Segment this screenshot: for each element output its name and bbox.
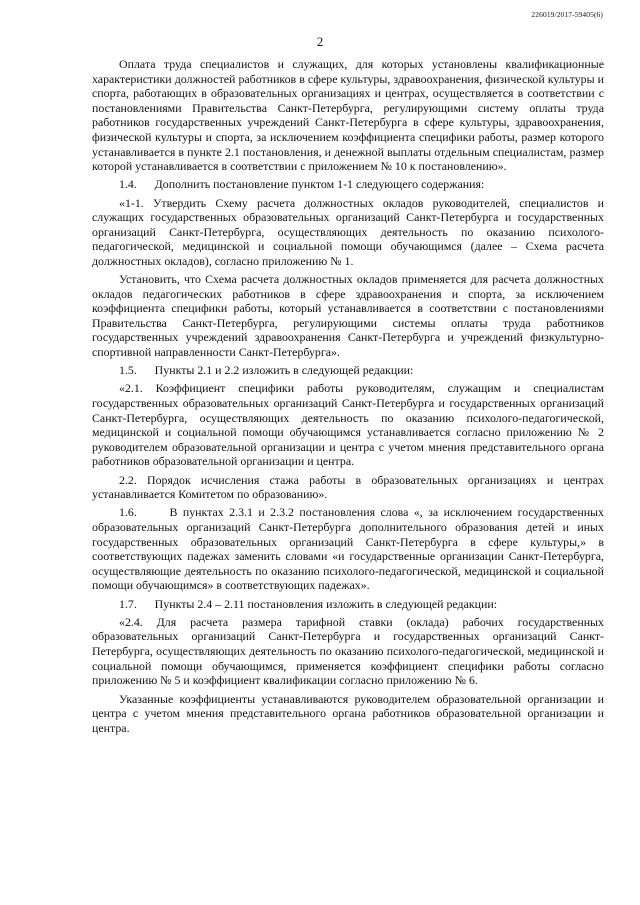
paragraph-coefficients-note: Указанные коэффициенты устанавливаются руководителем образовательной организации и центра с учетом мнения представительного органа работников образовательной организации и центра. xyxy=(92,691,604,735)
paragraph-clause-2-4: «2.4. Для расчета размера тарифной ставки (оклада) рабочих государственных образовательных организаций Санкт-Петербурга и государственных организаций Санкт-Петербурга, осуществляющих деятельность по оказанию психолого-педагогической, медицинской и социальной помощи обучающимся, применяется коэффициент специфики работы согласно приложению № 5 и коэффициент квалификации согласно приложению № 6. xyxy=(92,614,604,688)
paragraph-clause-1-4: 1.4. Дополнить постановление пунктом 1-1 следующего содержания: xyxy=(119,177,485,192)
document-body xyxy=(92,57,604,739)
paragraph-clause-1-7: 1.7. Пункты 2.4 – 2.11 постановления изложить в следующей редакции: xyxy=(119,596,498,611)
paragraph-clause-1-6: 1.6. В пунктах 2.3.1 и 2.3.2 постановления слова «, за исключением государственных образовательных организаций Санкт-Петербурга дополнительного образования детей и иных государственных образовательных организаций Санкт-Петербурга в сфере культуры,» в соответствующих падежах заменить словами «и государственные организации Санкт-Петербурга, осуществляющие деятельность по оказанию психолого-педагогической, медицинской и социальной помощи обучающимся» в соответствующих падежах». xyxy=(92,505,604,593)
document-registration-number: 226019/2017-59405(6) xyxy=(531,10,603,19)
paragraph-clause-1-1: «1-1. Утвердить Схему расчета должностных окладов руководителей, специалистов и служащих государственных образовательных организаций Санкт-Петербурга и государственных организаций Санкт-Петербурга, осуществляющих деятельность по оказанию психолого-педагогической, медицинской и социальной помощи обучающимся (далее – Схема расчета должностных окладов), согласно приложению № 1. xyxy=(92,195,604,268)
page-number: 2 xyxy=(316,34,324,49)
paragraph-clause-2-2: 2.2. Порядок исчисления стажа работы в образовательных организациях и центрах устанавливается Комитетом по образованию». xyxy=(92,472,604,502)
paragraph-clause-1-5: 1.5. Пункты 2.1 и 2.2 изложить в следующей редакции: xyxy=(119,363,414,378)
paragraph-salary-specialists: Оплата труда специалистов и служащих, для которых установлены квалификационные характеристики должностей работников в сфере культуры, здравоохранения, физической культуры и спорта, работающих в образовательных организациях и центрах, осуществляется в соответствии с постановлениями Правительства Санкт-Петербурга, регулирующими систему оплаты труда работников государственных учреждений Санкт-Петербурга в сфере культуры, здравоохранения, физической культуры и спорта, за исключением коэффициента специфики работы, размер которого устанавливается в пункте 2.1 постановления, и денежной выплаты отдельным специалистам, размер которой устанавливается в соответствии с приложением № 10 к постановлению». xyxy=(92,57,604,174)
paragraph-salary-scheme-application: Установить, что Схема расчета должностных окладов применяется для расчета должностных окладов педагогических работников в сфере здравоохранения и спорта, за исключением коэффициента специфики работы, который устанавливается в соответствии с постановлениями Правительства Санкт-Петербурга, регулирующими системы оплаты труда работников государственных учреждений здравоохранения Санкт-Петербурга и учреждений физкультурно-спортивной направленности Санкт-Петербурга». xyxy=(92,272,604,360)
paragraph-clause-2-1: «2.1. Коэффициент специфики работы руководителям, служащим и специалистам государственных образовательных организаций Санкт-Петербурга и государственных организаций Санкт-Петербурга, осуществляющих деятельность по оказанию психолого-педагогической, медицинской и социальной помощи обучающимся устанавливается согласно приложению № 2 руководителем образовательной организации и центра с учетом мнения представительного органа работников образовательной организации и центра. xyxy=(92,381,604,469)
